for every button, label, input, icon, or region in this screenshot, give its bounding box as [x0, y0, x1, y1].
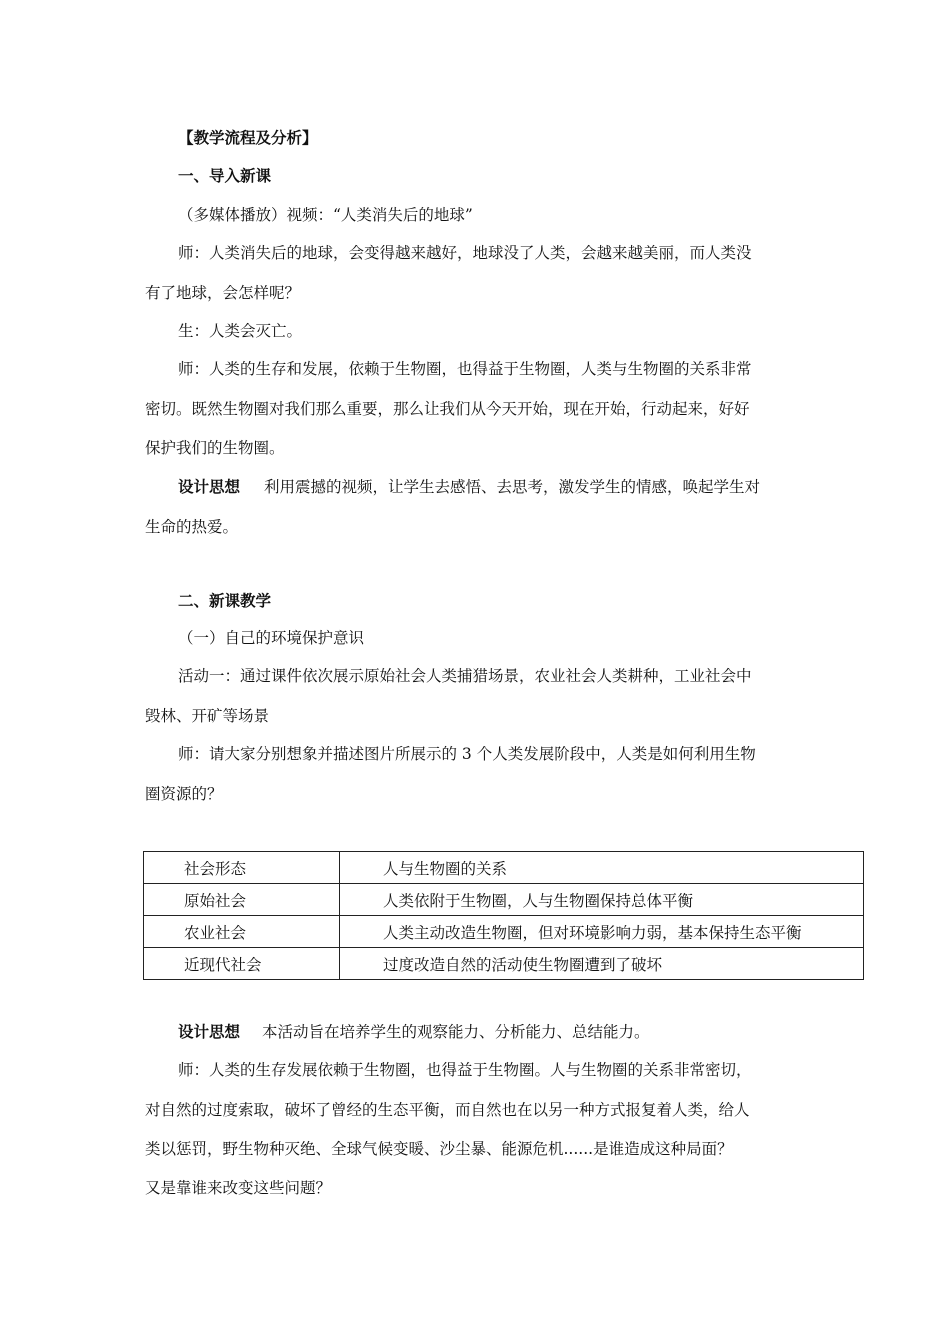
part2-heading: 二、新课教学 [178, 592, 272, 610]
paragraph-line: 师：人类的生存发展依赖于生物圈，也得益于生物圈。人与生物圈的关系非常密切， [178, 1061, 752, 1079]
table-cell: 近现代社会 [144, 948, 340, 980]
table-cell: 农业社会 [144, 916, 340, 948]
paragraph-line: 对自然的过度索取，破坏了曾经的生态平衡，而自然也在以另一种方式报复着人类，给人 [145, 1101, 750, 1119]
paragraph-line: 类以惩罚，野生物种灭绝、全球气候变暖、沙尘暴、能源危机......是谁造成这种局面？ [145, 1140, 733, 1158]
paragraph-line: 圈资源的？ [145, 785, 223, 803]
paragraph-line: 师：人类消失后的地球，会变得越来越好，地球没了人类，会越来越美丽，而人类没 [178, 244, 752, 262]
table-row [144, 916, 864, 948]
paragraph-line: 保护我们的生物圈。 [145, 439, 285, 457]
design-label: 设计思想 [178, 1023, 241, 1041]
section-heading: 【教学流程及分析】 [178, 129, 318, 147]
paragraph-line: 密切。既然生物圈对我们那么重要，那么让我们从今天开始，现在开始，行动起来，好好 [145, 400, 750, 418]
table-cell: 人类主动改造生物圈，但对环境影响力弱，基本保持生态平衡 [340, 916, 864, 948]
design-label: 设计思想 [178, 478, 241, 496]
paragraph-line: 生命的热爱。 [145, 518, 239, 536]
subheading: （一）自己的环境保护意识 [178, 629, 365, 647]
paragraph-line: 有了地球，会怎样呢？ [145, 284, 301, 302]
table-row [144, 948, 864, 980]
table-cell: 过度改造自然的活动使生物圈遭到了破坏 [340, 948, 864, 980]
paragraph-line: 利用震撼的视频，让学生去感悟、去思考，激发学生的情感，唤起学生对 [264, 478, 761, 496]
table-cell: 原始社会 [144, 884, 340, 916]
table-header-cell: 人与生物圈的关系 [340, 852, 864, 884]
relationship-table [143, 851, 864, 980]
table-row [144, 884, 864, 916]
paragraph-line: 又是靠谁来改变这些问题？ [145, 1179, 332, 1197]
paragraph-line: 活动一：通过课件依次展示原始社会人类捕猎场景，农业社会人类耕种，工业社会中 [178, 667, 752, 685]
paragraph-line: 师：人类的生存和发展，依赖于生物圈，也得益于生物圈，人类与生物圈的关系非常 [178, 360, 752, 378]
paragraph-line: 师：请大家分别想象并描述图片所展示的 3 个人类发展阶段中，人类是如何利用生物 [178, 745, 756, 763]
media-line: （多媒体播放）视频：“人类消失后的地球” [178, 206, 473, 224]
table-header-cell: 社会形态 [144, 852, 340, 884]
table-header-row [144, 852, 864, 884]
paragraph-line: 生：人类会灭亡。 [178, 322, 303, 340]
paragraph-line: 本活动旨在培养学生的观察能力、分析能力、总结能力。 [262, 1023, 650, 1041]
table-cell: 人类依附于生物圈，人与生物圈保持总体平衡 [340, 884, 864, 916]
paragraph-line: 毁林、开矿等场景 [145, 707, 270, 725]
part1-heading: 一、导入新课 [178, 167, 272, 185]
